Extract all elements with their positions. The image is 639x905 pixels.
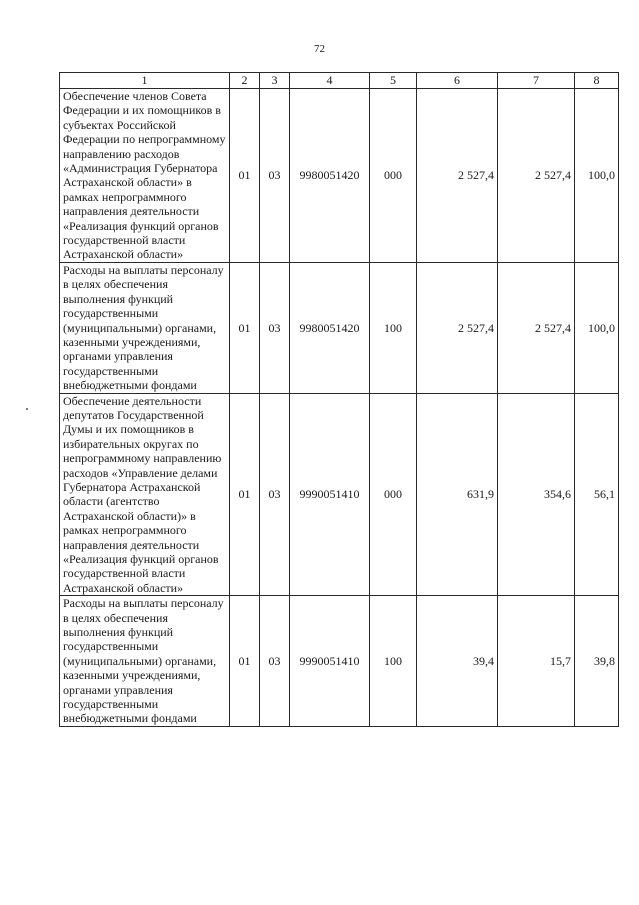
amount-executed: 2 527,4 [498,89,575,263]
execution-percent: 56,1 [575,393,619,596]
table-row [60,596,619,727]
header-cell: 3 [260,73,290,89]
header-cell: 7 [498,73,575,89]
expense-type-code: 100 [370,596,417,727]
expense-type-code: 100 [370,262,417,393]
subsection-code: 03 [260,262,290,393]
header-cell: 5 [370,73,417,89]
subsection-code: 03 [260,89,290,263]
row-description: Расходы на выплаты персоналу в целях обеспечения выполнения функций государственными (муниципальными) органами, казенными учреждениями, органами управления государственными внебюджетными фондами [60,596,230,727]
subsection-code: 03 [260,393,290,596]
subsection-code: 03 [260,596,290,727]
amount-planned: 2 527,4 [417,89,498,263]
amount-planned: 39,4 [417,596,498,727]
target-article-code: 9990051410 [290,393,370,596]
expense-type-code: 000 [370,393,417,596]
amount-executed: 15,7 [498,596,575,727]
execution-percent: 39,8 [575,596,619,727]
header-cell: 6 [417,73,498,89]
section-code: 01 [230,596,260,727]
amount-executed: 354,6 [498,393,575,596]
section-code: 01 [230,262,260,393]
header-cell: 1 [60,73,230,89]
amount-executed: 2 527,4 [498,262,575,393]
header-cell: 4 [290,73,370,89]
page-number: 72 [314,43,325,55]
budget-table [59,72,619,727]
section-code: 01 [230,89,260,263]
section-code: 01 [230,393,260,596]
target-article-code: 9990051410 [290,596,370,727]
target-article-code: 9980051420 [290,89,370,263]
header-cell: 2 [230,73,260,89]
scan-speck [26,408,28,410]
target-article-code: 9980051420 [290,262,370,393]
table-row [60,89,619,263]
expense-type-code: 000 [370,89,417,263]
row-description: Расходы на выплаты персоналу в целях обеспечения выполнения функций государственными (муниципальными) органами, казенными учреждениями, органами управления государственными внебюджетными фондами [60,262,230,393]
header-cell: 8 [575,73,619,89]
execution-percent: 100,0 [575,89,619,263]
row-description: Обеспечение членов Совета Федерации и их помощников в субъектах Российской Федерации по непрограммному направлению расходов «Администрация Губернатора Астраханской области» в рамках непрограммного направления деятельности «Реализация функций органов государственной власти Астраханской области» [60,89,230,263]
amount-planned: 631,9 [417,393,498,596]
amount-planned: 2 527,4 [417,262,498,393]
execution-percent: 100,0 [575,262,619,393]
header-row [60,73,619,89]
table-row [60,262,619,393]
table-row [60,393,619,596]
row-description: Обеспечение деятельности депутатов Государственной Думы и их помощников в избирательных округах по непрограммному направлению расходов «Управление делами Губернатора Астраханской области (агентство Астраханской области)» в рамках непрограммного направления деятельности «Реализация функций органов государственной власти Астраханской области» [60,393,230,596]
